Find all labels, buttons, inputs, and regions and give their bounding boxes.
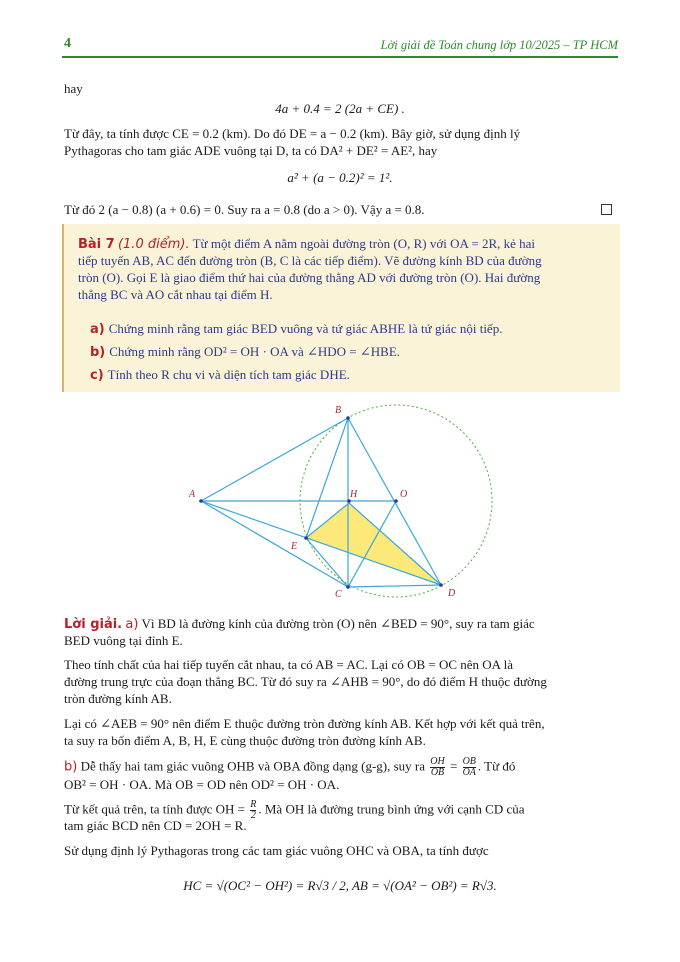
equation-2: a² + (a − 0.2)² = 1². [287,170,393,185]
problem-statement-4: thẳng BC và AO cắt nhau tại điểm H. [78,287,273,302]
intro-line-2: Pythagoras cho tam giác ADE vuông tại D, ta có DA² + DE² = AE², hay [64,143,438,158]
para5-line-2: tam giác BCD nên CD = 2OH = R. [64,818,247,833]
fraction-equals: = [449,758,458,774]
para2-line-2: đường trung trực của đoạn thẳng BC. Từ đó suy ra ∠AHB = 90°, do đó điểm H thuộc đường [64,674,547,689]
problem-label: Bài 7 [78,237,115,252]
solution-b-label: b) [64,759,78,775]
intro-line-3: Từ đó 2 (a − 0.8) (a + 0.6) = 0. Suy ra a = 0.8 (do a > 0). Vậy a = 0.8. [64,202,425,217]
solution-b-text-post: . Từ đó [477,758,516,774]
para6: Sử dụng định lý Pythagoras trong các tam giác vuông OHC và OBA, ta tính được [64,843,489,858]
solution-b-text-1: Dễ thấy hai tam giác vuông OHB và OBA đồng dạng (g-g), suy ra [80,758,426,774]
tangent-ab [201,418,348,501]
para5-pre: Từ kết quả trên, ta tính được OH = [64,801,246,817]
segment-cd [348,585,441,587]
problem-statement-1: Từ một điểm A nằm ngoài đường tròn (O, R) với OA = 2R, kẻ hai [192,236,536,251]
para2-line-3: tròn đường kính AB. [64,691,172,706]
triangle-dhe-fill [306,503,441,585]
page-number: 4 [64,36,71,51]
para3-line-2: ta suy ra bốn điểm A, B, H, E cùng thuộc đường tròn đường kính AB. [64,733,426,748]
solution-label: Lời giải. [64,617,123,632]
point-o [394,499,398,503]
intro-hay: hay [64,81,83,96]
point-d [439,583,443,587]
fraction-r-2: $\frac{R}{2}$ [250,799,257,821]
part-c-label: c) [90,368,104,383]
para5-post: . Mà OH là đường trung bình ứng với cạnh CD của [258,801,525,817]
point-b [346,416,350,420]
part-a-label: a) [90,322,105,337]
label-o: O [400,489,408,500]
problem-statement-3: tròn (O). Gọi E là giao điểm thứ hai của đường thẳng AD với đường tròn (O). Hai đường [78,270,541,285]
para3-line-1: Lại có ∠AEB = 90° nên điểm E thuộc đường tròn đường kính AB. Kết hợp với kết quả trên, [64,716,545,731]
problem-points: (1.0 điểm). [117,237,190,252]
running-title: Lời giải đề Toán chung lớp 10/2025 – TP HCM [380,38,618,52]
para2-line-1: Theo tính chất của hai tiếp tuyến cắt nhau, ta có AB = AC. Lại có OB = OC nên OA là [64,657,513,672]
solution-b-line-1 [64,757,616,778]
solution-b-line-2: OB² = OH · OA. Mà OB = OD nên OD² = OH · OA. [64,777,340,792]
segment-ad [201,501,441,585]
point-e [304,536,308,540]
equation-1: 4a + 0.4 = 2 (2a + CE) . [275,101,405,116]
solution-a-line-1 [64,615,616,633]
intro-line-1: Từ đây, ta tính được CE = 0.2 (km). Do đó DE = a − 0.2 (km). Bây giờ, sử dụng định lý [64,126,521,141]
label-b: B [335,405,342,416]
solution-a-text-1: Vì BD là đường kính của đường tròn (O) nên ∠BED = 90°, suy ra tam giác [141,616,535,631]
label-e: E [291,541,298,552]
label-h: H [350,489,358,500]
label-c: C [335,589,342,600]
part-b-label: b) [90,345,106,360]
label-a: A [189,489,196,500]
solution-a-label: a) [125,617,139,632]
solution-a-line-2: BED vuông tại đỉnh E. [64,633,183,648]
part-c-text: Tính theo R chu vi và diện tích tam giác DHE. [107,367,350,382]
label-d: D [448,588,456,599]
part-b-text: Chứng minh rằng OD² = OH · OA và ∠HDO = ∠HBE. [109,344,401,359]
problem-statement-2: tiếp tuyến AB, AC đến đường tròn (B, C là các tiếp điểm). Vẽ đường kính BD của đường [78,253,542,268]
final-equation: HC = √(OC² − OH²) = R√3 / 2, AB = √(OA² − OB²) = R√3. [183,878,497,893]
fraction-oh-ob: $\frac{OH}{OB}$ [430,756,445,778]
point-c [346,585,350,589]
fraction-ob-oa: $\frac{OB}{OA}$ [462,756,476,778]
part-a-text: Chứng minh rằng tam giác BED vuông và tứ giác ABHE là tứ giác nội tiếp. [108,321,503,336]
point-a [199,499,203,503]
